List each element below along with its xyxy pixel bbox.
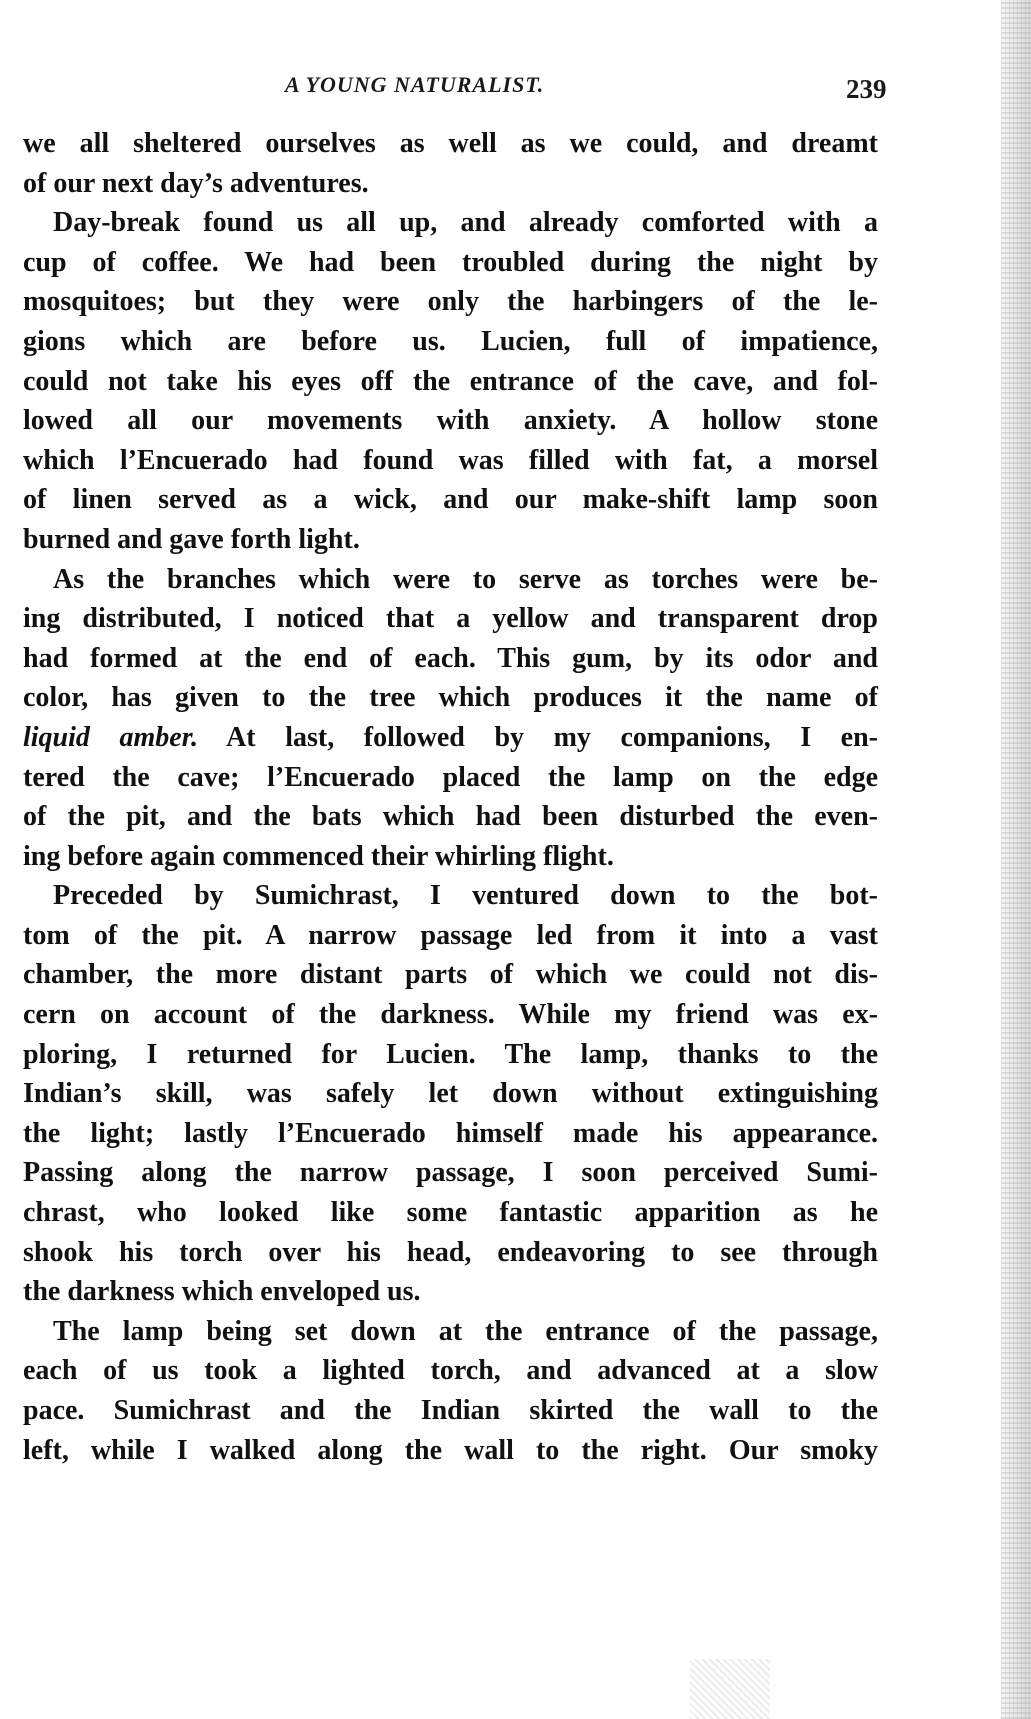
text-line: tom of the pit. A narrow passage led from it into a vast: [23, 919, 878, 951]
text-line: each of us took a lighted torch, and advanced at a slow: [23, 1355, 878, 1387]
italic-phrase: liquid amber.: [23, 721, 199, 753]
text-line: the darkness which enveloped us.: [23, 1276, 421, 1308]
text-line: ploring, I returned for Lucien. The lamp, thanks to the: [23, 1038, 878, 1070]
text-line: ing distributed, I noticed that a yellow and transparent drop: [23, 603, 878, 635]
text-line: pace. Sumichrast and the Indian skirted the wall to the: [23, 1395, 878, 1426]
page-number: 239: [846, 74, 887, 104]
text-line: ing before again commenced their whirling flight.: [23, 840, 614, 872]
body-text: [23, 124, 878, 1470]
text-line: the light; lastly l’Encuerado himself made his appearance.: [23, 1117, 878, 1149]
text-line: Preceded by Sumichrast, I ventured down to the bot-: [53, 880, 878, 912]
text-line: burned and gave forth light.: [23, 523, 360, 555]
text-line: cern on account of the darkness. While my friend was ex-: [23, 999, 878, 1031]
text-line: As the branches which were to serve as torches were be-: [53, 563, 878, 595]
paragraph: [23, 124, 878, 203]
text-line: color, has given to the tree which produces it the name of: [23, 682, 878, 714]
text-line-rest: At last, followed by my companions, I en-: [198, 721, 878, 753]
running-head: A YOUNG NATURALIST.: [285, 72, 545, 97]
text-line: Indian’s skill, was safely let down without extinguishing: [23, 1078, 878, 1110]
text-line: tered the cave; l’Encuerado placed the lamp on the edge: [23, 761, 878, 793]
text-line: Day-break found us all up, and already comforted with a: [53, 207, 878, 239]
text-line: chamber, the more distant parts of which we could not dis-: [23, 959, 878, 991]
paragraph: [23, 1312, 878, 1470]
text-line: of the pit, and the bats which had been disturbed the even-: [23, 801, 878, 833]
text-line: The lamp being set down at the entrance of the passage,: [53, 1315, 878, 1347]
text-line: we all sheltered ourselves as well as we could, and dreamt: [23, 128, 878, 159]
text-line: of linen served as a wick, and our make-shift lamp soon: [23, 484, 878, 516]
text-line: Passing along the narrow passage, I soon perceived Sumi-: [23, 1157, 878, 1189]
text-line: cup of coffee. We had been troubled during the night by: [23, 246, 878, 278]
page-speckle: [690, 1659, 770, 1719]
paragraph: [23, 876, 878, 1312]
page-gutter-edge: [1001, 0, 1031, 1719]
text-line: shook his torch over his head, endeavoring to see through: [23, 1236, 878, 1268]
text-line: lowed all our movements with anxiety. A hollow stone: [23, 405, 878, 437]
text-line: mosquitoes; but they were only the harbingers of the le-: [23, 286, 878, 318]
text-line: chrast, who looked like some fantastic apparition as he: [23, 1197, 878, 1229]
text-line: of our next day’s adventures.: [23, 167, 369, 199]
paragraph: [23, 560, 878, 877]
text-line: could not take his eyes off the entrance of the cave, and fol-: [23, 365, 878, 397]
text-line: gions which are before us. Lucien, full of impatience,: [23, 325, 878, 357]
text-line: had formed at the end of each. This gum, by its odor and: [23, 642, 878, 674]
text-line: left, while I walked along the wall to the right. Our smoky: [23, 1434, 878, 1466]
text-line-with-italic: [23, 718, 878, 758]
paragraph: [23, 203, 878, 559]
text-line: which l’Encuerado had found was filled with fat, a morsel: [23, 444, 878, 476]
